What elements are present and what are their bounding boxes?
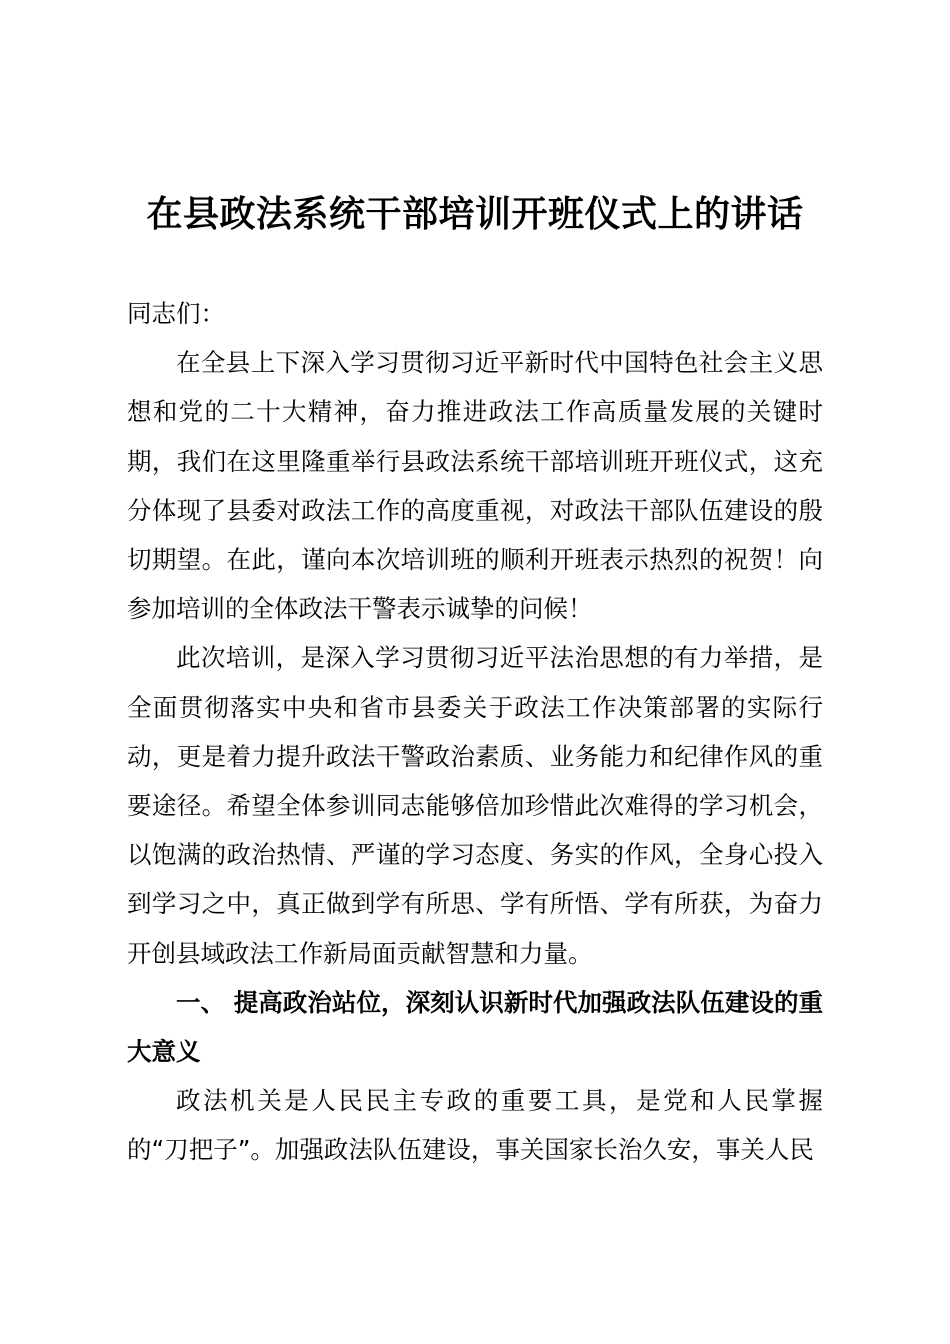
- document-body: [127, 289, 823, 1175]
- section-paragraph: 政法机关是人民民主专政的重要工具，是党和人民掌握的“刀把子”。加强政法队伍建设，事关国家长治久安，事关人民: [127, 1086, 823, 1165]
- section-heading: 一、 提高政治站位，深刻认识新时代加强政法队伍建设的重大意义: [127, 987, 823, 1067]
- salutation: 同志们：: [127, 299, 225, 328]
- paragraph-training-purpose: 此次培训，是深入学习贯彻习近平法治思想的有力举措，是全面贯彻落实中央和省市县委关于政法工作决策部署的实际行动，更是着力提升政法干警政治素质、业务能力和纪律作风的重要途径。希望全体参训同志能够倍加珍惜此次难得的学习机会，以饱满的政治热情、严谨的学习态度、务实的作风，全身心投入到学习之中，真正做到学有所思、学有所悟、学有所获，为奋力开创县域政法工作新局面贡献智慧和力量。: [127, 643, 823, 968]
- paragraph-opening: 在全县上下深入学习贯彻习近平新时代中国特色社会主义思想和党的二十大精神，奋力推进政法工作高质量发展的关键时期，我们在这里隆重举行县政法系统干部培训班开班仪式，这充分体现了县委对政法工作的高度重视，对政法干部队伍建设的殷切期望。在此，谨向本次培训班的顺利开班表示热烈的祝贺！向参加培训的全体政法干警表示诚挚的问候！: [127, 348, 823, 624]
- document-title: 在县政法系统干部培训开班仪式上的讲话: [146, 193, 804, 235]
